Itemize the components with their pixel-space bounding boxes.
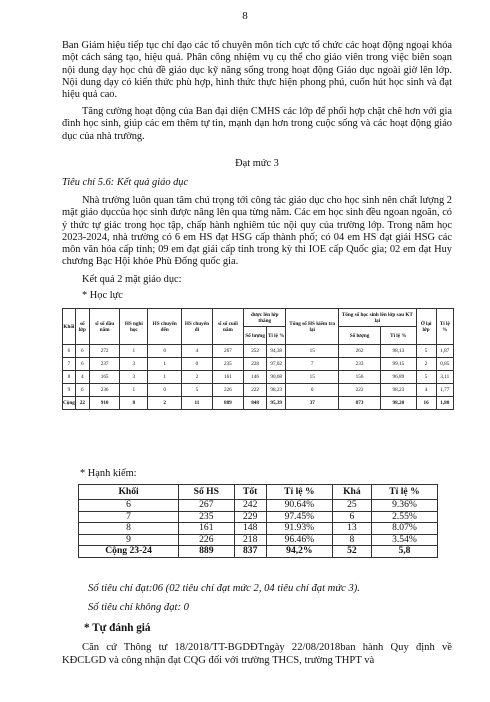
table-cell: 0 bbox=[148, 345, 182, 358]
table-cell: 52 bbox=[332, 546, 371, 558]
table-cell: 267 bbox=[179, 500, 234, 512]
table-cell: 910 bbox=[89, 397, 120, 410]
table-cell: 0,85 bbox=[436, 358, 453, 371]
table-cell: 148 bbox=[234, 523, 266, 535]
table-cell: 222 bbox=[244, 384, 267, 397]
table-row bbox=[79, 511, 438, 523]
th-ti-le-kha: Tỉ lệ % bbox=[371, 485, 437, 500]
table-cell: 98,20 bbox=[381, 397, 416, 410]
table-cell: 8 bbox=[332, 534, 371, 546]
paragraph-education-results: Nhà trường luôn quan tâm chú trọng tới công tác giáo dục cho học sinh nên chất lượng 2 mặt giáo dụccủa học sinh được nâng lên qua từng năm. Các em học sinh đều ngoan ngoãn, có ý thức tự giác trong học tập, chấp hành nghiêm túc nội quy của trường lớp. Trong năm học 2023-2024, nhà trường có 6 em HS đạt HSG cấp thành phố; có 04 em HS đạt giải HSG các môn văn hóa cấp tỉnh; 09 em đạt giải cấp tỉnh trong kỳ thi IOE cấp Quốc gia; 02 em đạt Huy chương Bạc Hội khỏe Phù Đổng quốc gia. bbox=[62, 195, 452, 268]
table-cell: 226 bbox=[179, 534, 234, 546]
table-row bbox=[79, 523, 438, 535]
table-cell: 837 bbox=[234, 546, 266, 558]
table-cell: 98,23 bbox=[381, 384, 416, 397]
table-cell: 848 bbox=[244, 397, 267, 410]
th-si-so-cuoi-nam: sĩ số cuối năm bbox=[212, 309, 244, 345]
table-cell: 2 bbox=[416, 358, 436, 371]
table-cell: 9 bbox=[79, 534, 179, 546]
table-row bbox=[79, 500, 438, 512]
table-cell: 161 bbox=[179, 523, 234, 535]
table-cell: 4 bbox=[182, 345, 212, 358]
table-cell: 9 bbox=[63, 384, 76, 397]
table-cell: 0 bbox=[286, 384, 339, 397]
table-cell: 218 bbox=[234, 534, 266, 546]
table-cell: 98,23 bbox=[267, 384, 286, 397]
table-cell: Cộng 23-24 bbox=[79, 546, 179, 558]
table-cell: 229 bbox=[234, 511, 266, 523]
table-cell: 267 bbox=[212, 345, 244, 358]
table-cell: 15 bbox=[286, 371, 339, 384]
total-row bbox=[79, 546, 438, 558]
table-cell: 222 bbox=[339, 384, 381, 397]
table-cell: 242 bbox=[234, 500, 266, 512]
table-cell: 5 bbox=[416, 345, 436, 358]
table-cell: 6 bbox=[75, 358, 89, 371]
table-row bbox=[63, 384, 454, 397]
table-cell: 228 bbox=[244, 358, 267, 371]
criteria-met: Số tiêu chí đạt:06 (02 tiêu chí đạt mức 2, 04 tiêu chí đạt mức 3). bbox=[88, 583, 360, 594]
th-hs-nghi-hoc: HS nghỉ học bbox=[120, 309, 148, 345]
table-cell: 3 bbox=[120, 358, 148, 371]
th-si-so-dau-nam: sĩ số đầu năm bbox=[89, 309, 120, 345]
table-cell: 5 bbox=[416, 371, 436, 384]
table-cell: 2 bbox=[182, 371, 212, 384]
table-cell: 2.55% bbox=[371, 511, 437, 523]
table-cell: 4 bbox=[75, 371, 89, 384]
table-cell: 97.45% bbox=[266, 511, 332, 523]
academic-label: * Học lực bbox=[82, 290, 123, 301]
table-cell: 4 bbox=[416, 384, 436, 397]
table-cell: 90.64% bbox=[266, 500, 332, 512]
table-cell: 22 bbox=[75, 397, 89, 410]
page-number: 8 bbox=[242, 10, 248, 22]
table-cell: 272 bbox=[89, 345, 120, 358]
table-cell: 1 bbox=[120, 384, 148, 397]
th-tot: Tốt bbox=[234, 485, 266, 500]
th-khoi: Khối bbox=[63, 309, 76, 345]
th-so-hs: Số HS bbox=[179, 485, 234, 500]
table-cell: Cộng bbox=[63, 397, 76, 410]
paragraph-parents-board: Tăng cường hoạt động của Ban đại diện CMHS các lớp để phối hợp chặt chẽ hơn với gia đình học sinh, giúp các em thêm tự tin, mạnh dạn hơn trong cuộc sống và các hoạt động giáo dục của nhà trường. bbox=[62, 106, 452, 142]
table-cell: 233 bbox=[339, 358, 381, 371]
table-cell: 15 bbox=[286, 345, 339, 358]
table-row bbox=[63, 345, 454, 358]
table-cell: 97,02 bbox=[267, 358, 286, 371]
table-cell: 165 bbox=[89, 371, 120, 384]
th-ti-le: Tỉ lệ % bbox=[267, 327, 286, 345]
table-cell: 2 bbox=[148, 397, 182, 410]
paragraph-legal-basis: Căn cứ Thông tư 18/2018/TT-BGDĐTngày 22/08/2018ban hành Quy định về KĐCLGD và công nhận đạt CQG đối với trường THCS, trường THPT và bbox=[62, 642, 452, 666]
table-cell: 156 bbox=[339, 371, 381, 384]
criteria-not-met: Số tiêu chí không đạt: 0 bbox=[88, 602, 189, 613]
table-row bbox=[63, 371, 454, 384]
table-cell: 95,39 bbox=[267, 397, 286, 410]
table-cell: 252 bbox=[244, 345, 267, 358]
table-cell: 8 bbox=[63, 371, 76, 384]
academic-results-table bbox=[62, 308, 454, 410]
table-cell: 8 bbox=[120, 397, 148, 410]
table-cell: 3.54% bbox=[371, 534, 437, 546]
table-cell: 37 bbox=[286, 397, 339, 410]
table-cell: 889 bbox=[212, 397, 244, 410]
th-hs-chuyen-di: HS chuyển đi bbox=[182, 309, 212, 345]
table-cell: 7 bbox=[63, 358, 76, 371]
table-cell: 5,8 bbox=[371, 546, 437, 558]
table-cell: 1 bbox=[148, 358, 182, 371]
th-so-luong-2: Số lượng bbox=[339, 327, 381, 345]
table-cell: 90,68 bbox=[267, 371, 286, 384]
table-row bbox=[63, 358, 454, 371]
th-khoi: Khối bbox=[79, 485, 179, 500]
th-o-lai-lop: Ở lại lớp bbox=[416, 309, 436, 345]
table-cell: 3 bbox=[120, 371, 148, 384]
paragraph-extracurricular: Ban Giám hiệu tiếp tục chỉ đạo các tổ chuyên môn tích cực tổ chức các hoạt động ngoại khóa một cách sáng tạo, hiệu quả. Phân công nhiệm vụ cụ thể cho giáo viên trong việc biên soạn nội dung dạy học chủ đề giáo dục kỹ năng sống trong hoạt động Giáo dục ngoài giờ lên lớp. Nội dung dạy có kiến thức phù hợp, hình thức thực hiện phong phú, cuốn hút học sinh và đạt hiệu quả cao. bbox=[62, 40, 452, 101]
th-ti-le-2: Tỉ lệ % bbox=[381, 327, 416, 345]
th-tong-len-lop-sau: Tổng số học sinh lên lớp sau KT lại bbox=[339, 309, 417, 327]
table-cell: 226 bbox=[212, 384, 244, 397]
table-cell: 96.46% bbox=[266, 534, 332, 546]
table-cell: 262 bbox=[339, 345, 381, 358]
th-so-lop: số lớp bbox=[75, 309, 89, 345]
th-ti-le-tot: Tỉ lệ % bbox=[266, 485, 332, 500]
table-cell: 3,11 bbox=[436, 371, 453, 384]
table-cell: 235 bbox=[179, 511, 234, 523]
table-cell: 146 bbox=[244, 371, 267, 384]
table-cell: 1 bbox=[148, 371, 182, 384]
table-cell: 25 bbox=[332, 500, 371, 512]
table-cell: 161 bbox=[212, 371, 244, 384]
table-cell: 96,89 bbox=[381, 371, 416, 384]
table-cell: 235 bbox=[212, 358, 244, 371]
th-tong-kiem-tra-lai: Tổng số HS kiểm tra lại bbox=[286, 309, 339, 345]
self-eval-heading: * Tự đánh giá bbox=[84, 622, 151, 634]
table-cell: 5 bbox=[182, 384, 212, 397]
table-cell: 6 bbox=[75, 384, 89, 397]
table-cell: 873 bbox=[339, 397, 381, 410]
table-cell: 889 bbox=[179, 546, 234, 558]
th-so-luong: Số lượng bbox=[244, 327, 267, 345]
table-cell: 91.93% bbox=[266, 523, 332, 535]
table-cell: 7 bbox=[286, 358, 339, 371]
table-cell: 9.36% bbox=[371, 500, 437, 512]
table-cell: 94,2% bbox=[266, 546, 332, 558]
th-hs-chuyen-den: HS chuyển đến bbox=[148, 309, 182, 345]
table-cell: 16 bbox=[416, 397, 436, 410]
table-cell: 8.07% bbox=[371, 523, 437, 535]
table-cell: 8 bbox=[79, 523, 179, 535]
table-cell: 1,87 bbox=[436, 345, 453, 358]
table-cell: 6 bbox=[332, 511, 371, 523]
table-cell: 237 bbox=[89, 358, 120, 371]
level-heading: Đạt mức 3 bbox=[235, 158, 279, 169]
th-duoc-len-lop: được lên lớp thẳng bbox=[244, 309, 286, 327]
total-row bbox=[63, 397, 454, 410]
table-cell: 98,13 bbox=[381, 345, 416, 358]
th-ti-le-o-lai: Tỉ lệ % bbox=[436, 309, 453, 345]
table-cell: 94,38 bbox=[267, 345, 286, 358]
table-cell: 6 bbox=[79, 500, 179, 512]
table-cell: 1 bbox=[120, 345, 148, 358]
table-cell: 99,15 bbox=[381, 358, 416, 371]
conduct-table bbox=[78, 484, 438, 558]
table-cell: 7 bbox=[79, 511, 179, 523]
table-cell: 6 bbox=[63, 345, 76, 358]
table-cell: 236 bbox=[89, 384, 120, 397]
table-cell: 6 bbox=[75, 345, 89, 358]
results-intro: Kết quả 2 mặt giáo dục: bbox=[82, 274, 182, 285]
th-kha: Khá bbox=[332, 485, 371, 500]
table-cell: 1,77 bbox=[436, 384, 453, 397]
table-cell: 13 bbox=[332, 523, 371, 535]
table-cell: 0 bbox=[148, 384, 182, 397]
table-cell: 1,80 bbox=[436, 397, 453, 410]
table-row bbox=[79, 534, 438, 546]
criterion-heading: Tiêu chí 5.6: Kết quả giáo dục bbox=[62, 177, 189, 188]
table-cell: 0 bbox=[182, 358, 212, 371]
table-cell: 11 bbox=[182, 397, 212, 410]
conduct-label: * Hạnh kiểm: bbox=[80, 468, 137, 479]
